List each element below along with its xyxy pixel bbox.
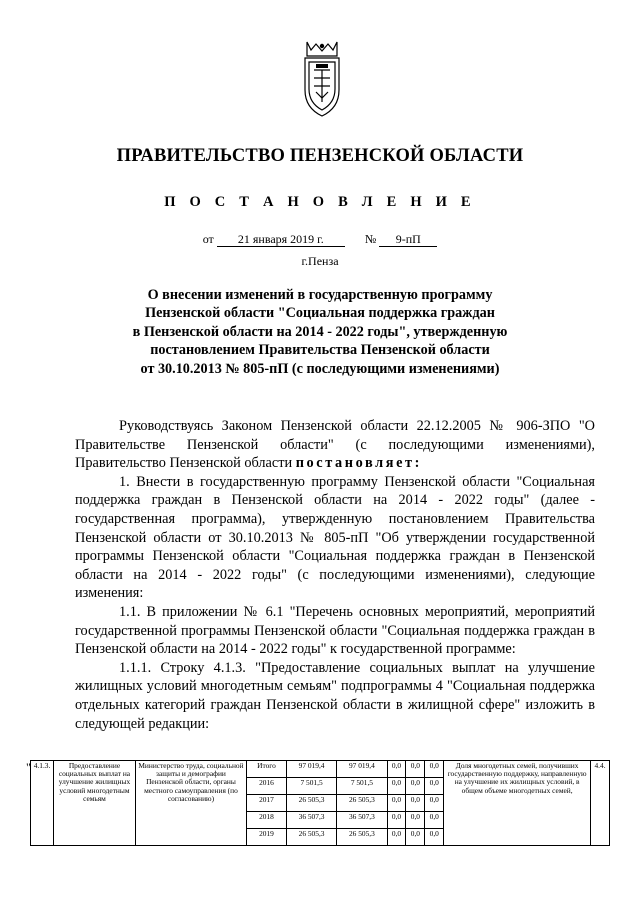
activity-name: Предоставление социальных выплат на улучшение жилищных условий многодетным семьям	[54, 761, 136, 846]
document-body	[75, 417, 595, 733]
city: г.Пенза	[301, 254, 339, 268]
year-cell: Итого	[247, 761, 287, 778]
value-cell: 0,0	[406, 812, 425, 829]
row-number: 4.1.3.	[31, 761, 54, 846]
value-cell: 97 019,4	[286, 761, 336, 778]
value-cell: 0,0	[425, 812, 444, 829]
indicator-ref: 4.4.	[591, 761, 610, 846]
paragraph-1-1-1: 1.1.1. Строку 4.1.3. "Предоставление социальных выплат на улучшение жилищных условий многодетным семьям" подпрограммы 4 "Социальная поддержка отдельных категорий граждан Пензенской области в жилищной сфере" изложить в следующей редакции:	[75, 659, 595, 732]
number-sign: №	[364, 232, 377, 246]
value-cell: 0,0	[387, 812, 406, 829]
indicator: Доля многодетных семей, получивших государственную поддержку, направленную на улучшение их жилищных условий, в общем объеме многодетных семей,	[444, 761, 591, 846]
opening-quote: "	[26, 760, 31, 774]
value-cell: 7 501,5	[286, 778, 336, 795]
table-row	[31, 761, 610, 778]
value-cell: 0,0	[387, 761, 406, 778]
title-line: в Пензенской области на 2014 - 2022 годы", утвержденную	[132, 323, 508, 340]
document-date: 21 января 2019 г.	[217, 232, 345, 247]
value-cell: 0,0	[406, 761, 425, 778]
year-cell: 2019	[247, 829, 287, 846]
value-cell: 7 501,5	[337, 778, 387, 795]
government-name: ПРАВИТЕЛЬСТВО ПЕНЗЕНСКОЙ ОБЛАСТИ	[116, 146, 524, 166]
value-cell: 0,0	[387, 778, 406, 795]
value-cell: 0,0	[425, 778, 444, 795]
value-cell: 26 505,3	[286, 829, 336, 846]
value-cell: 0,0	[425, 829, 444, 846]
value-cell: 26 505,3	[337, 795, 387, 812]
document-type: П О С Т А Н О В Л Е Н И Е	[164, 194, 476, 210]
value-cell: 0,0	[406, 829, 425, 846]
activity-table	[30, 760, 610, 846]
document-title	[80, 286, 560, 378]
paragraph-1: 1. Внести в государственную программу Пензенской области "Социальная поддержка граждан в Пензенской области на 2014 - 2022 годы" (далее - государственная программа), утвержденную постановлением Правительства Пензенской области от 30.10.2013 № 805-пП "Об утверждении государственной программы Пензенской области "Социальная поддержка граждан в Пензенской области на 2014 - 2022 годы" (с последующими изменениями), следующие изменения:	[75, 473, 595, 602]
value-cell: 0,0	[406, 778, 425, 795]
value-cell: 0,0	[406, 795, 425, 812]
date-number-line	[0, 232, 640, 247]
title-line: Пензенской области "Социальная поддержка граждан	[145, 305, 495, 322]
paragraph-1-1: 1.1. В приложении № 6.1 "Перечень основных мероприятий, мероприятий государственной программы Пензенской области "Социальная поддержка граждан в Пензенской области на 2014 - 2022 годы" к государственной программе:	[75, 603, 595, 658]
date-prefix: от	[202, 232, 214, 246]
title-line: О внесении изменений в государственную программу	[147, 287, 493, 303]
value-cell: 36 507,3	[337, 812, 387, 829]
executor: Министерство труда, социальной защиты и демографии Пензенской области, органы местного самоуправления (по согласованию)	[135, 761, 246, 846]
coat-of-arms-icon	[301, 40, 343, 118]
title-line: постановлением Правительства Пензенской области	[150, 342, 490, 359]
year-cell: 2016	[247, 778, 287, 795]
paragraph-preamble	[75, 417, 595, 473]
year-cell: 2017	[247, 795, 287, 812]
value-cell: 0,0	[387, 829, 406, 846]
value-cell: 26 505,3	[286, 795, 336, 812]
decree-keyword: постановляет:	[295, 455, 423, 472]
value-cell: 97 019,4	[337, 761, 387, 778]
value-cell: 36 507,3	[286, 812, 336, 829]
value-cell: 26 505,3	[337, 829, 387, 846]
value-cell: 0,0	[425, 761, 444, 778]
value-cell: 0,0	[387, 795, 406, 812]
year-cell: 2018	[247, 812, 287, 829]
preamble-text: Руководствуясь Законом Пензенской области 22.12.2005 № 906-ЗПО "О Правительстве Пензенской области" (с последующими изменениями), Правительство Пензенской области	[75, 418, 595, 472]
value-cell: 0,0	[425, 795, 444, 812]
document-number: 9-пП	[379, 232, 437, 247]
title-line: от 30.10.2013 № 805-пП (с последующими изменениями)	[140, 360, 500, 377]
